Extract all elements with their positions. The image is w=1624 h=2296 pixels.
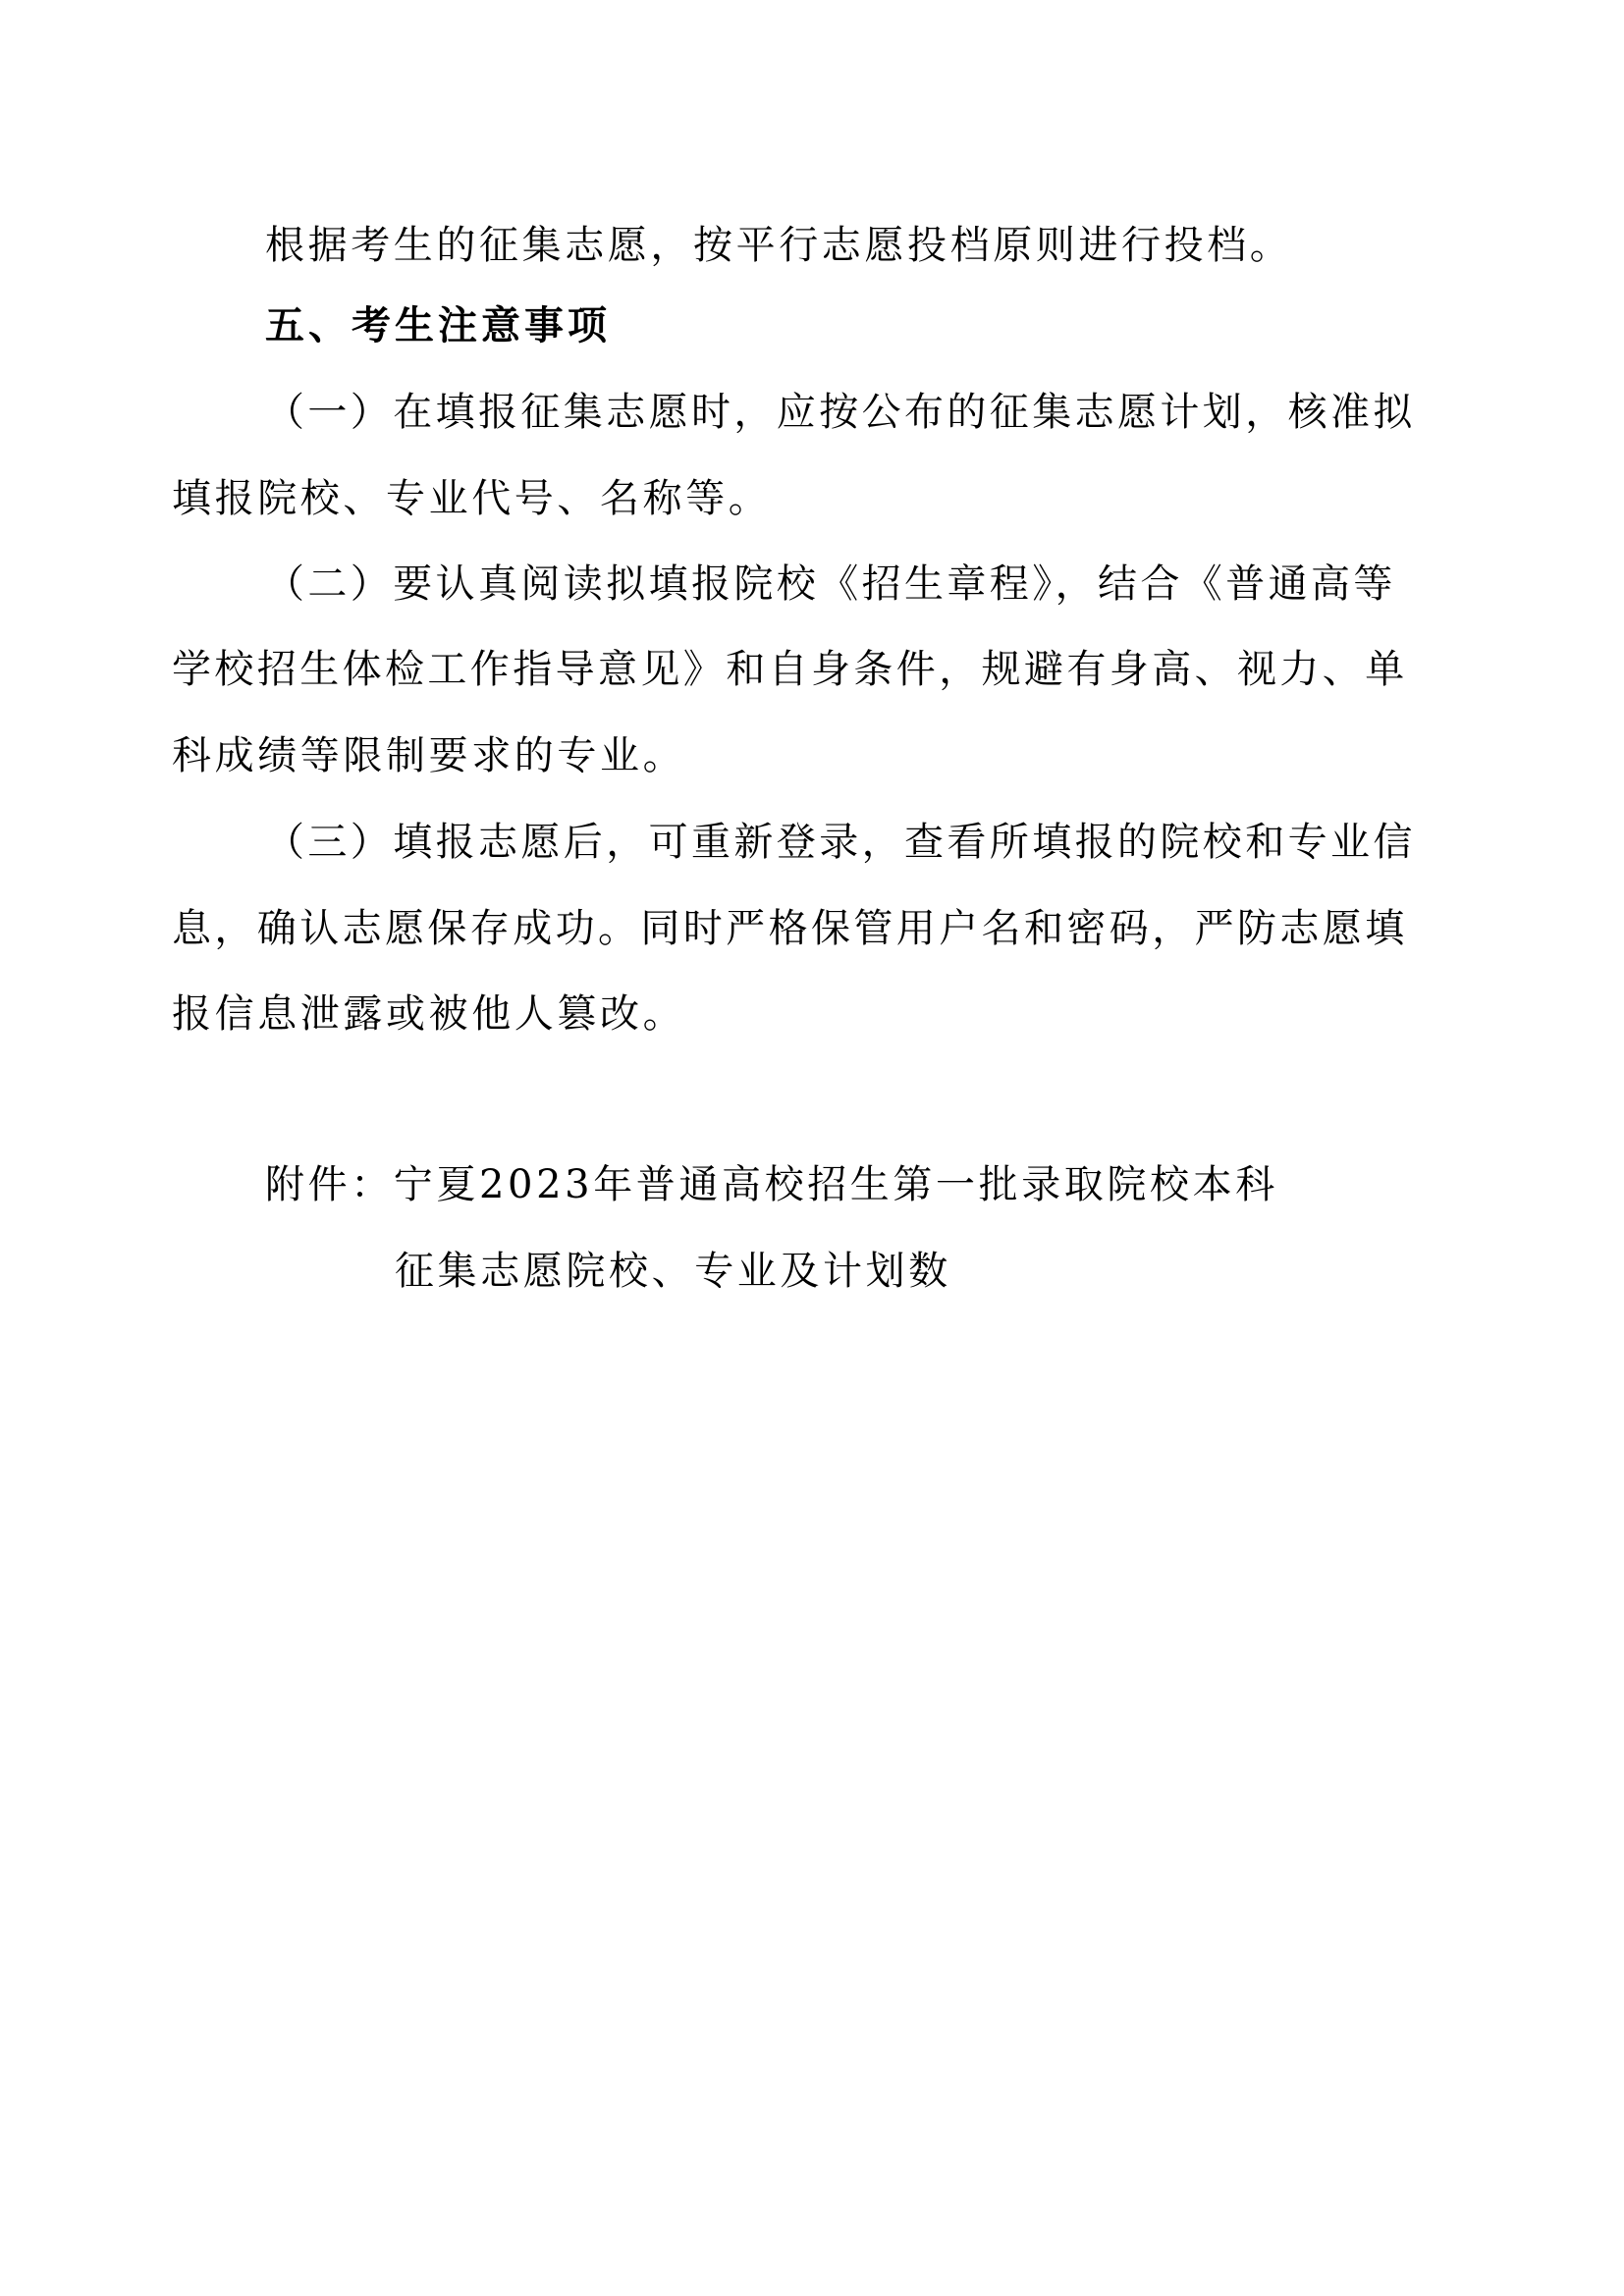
section-heading: 五、考生注意事项 xyxy=(265,303,611,348)
item2-line1: （二）要认真阅读拟填报院校《招生章程》，结合《普通高等 xyxy=(265,561,1396,607)
item1-line2: 填报院校、专业代号、名称等。 xyxy=(172,476,772,521)
item3-line1: （三）填报志愿后，可重新登录，查看所填报的院校和专业信 xyxy=(265,820,1416,865)
item2-line3: 科成绩等限制要求的专业。 xyxy=(172,733,686,778)
item3-line2: 息，确认志愿保存成功。同时严格保管用户名和密码，严防志愿填 xyxy=(172,906,1408,951)
item3-line3: 报信息泄露或被他人篡改。 xyxy=(172,991,686,1037)
attachment-line1: 附件：宁夏2023年普通高校招生第一批录取院校本科 xyxy=(265,1162,1278,1207)
paragraph-intro: 根据考生的征集志愿，按平行志愿投档原则进行投档。 xyxy=(265,223,1293,268)
attachment-line2: 征集志愿院校、专业及计划数 xyxy=(395,1249,951,1294)
item1-line1: （一）在填报征集志愿时，应按公布的征集志愿计划，核准拟 xyxy=(265,390,1416,435)
item2-line2: 学校招生体检工作指导意见》和自身条件，规避有身高、视力、单 xyxy=(172,647,1408,692)
